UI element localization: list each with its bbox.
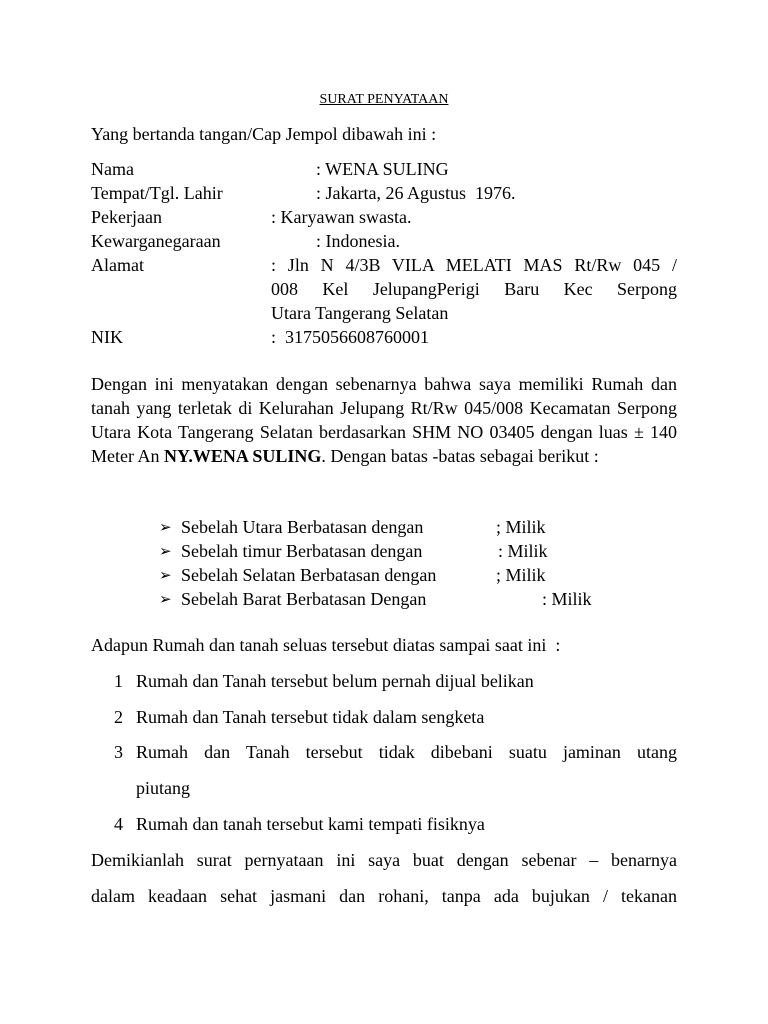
arrow-bullet-icon: ➢ xyxy=(159,542,172,560)
arrow-bullet-icon: ➢ xyxy=(159,566,172,584)
field-value-pekerjaan: : Karyawan swasta. xyxy=(271,207,412,227)
condition-text: Rumah dan tanah tersebut kami tempati fisiknya xyxy=(136,814,485,834)
field-value-alamat-line1: : Jln N 4/3B VILA MELATI MAS Rt/Rw 045 / xyxy=(271,255,677,275)
boundary-label-selatan: Sebelah Selatan Berbatasan dengan xyxy=(181,565,437,585)
closing-line-2: dalam keadaan sehat jasmani dan rohani, tanpa ada bujukan / tekanan xyxy=(91,886,677,906)
field-label-pekerjaan: Pekerjaan xyxy=(91,207,162,227)
owner-name-bold: NY.WENA SULING xyxy=(163,446,322,466)
statement-text-after: . Dengan batas -batas sebagai berikut : xyxy=(321,446,599,466)
intro-text: Yang bertanda tangan/Cap Jempol dibawah ini : xyxy=(91,124,437,144)
field-label-nama: Nama xyxy=(91,159,134,179)
arrow-bullet-icon: ➢ xyxy=(159,518,172,536)
condition-text: Rumah dan Tanah tersebut belum pernah dijual belikan xyxy=(136,671,534,691)
boundary-value-selatan: ; Milik xyxy=(496,565,546,585)
condition-number: 3 xyxy=(114,742,123,762)
field-label-ttl: Tempat/Tgl. Lahir xyxy=(91,183,223,203)
field-value-ttl: : Jakarta, 26 Agustus 1976. xyxy=(316,183,516,203)
boundary-label-barat: Sebelah Barat Berbatasan Dengan xyxy=(181,589,427,609)
boundary-value-timur: : Milik xyxy=(498,541,548,561)
field-label-alamat: Alamat xyxy=(91,255,144,275)
adapun-text: Adapun Rumah dan tanah seluas tersebut diatas sampai saat ini : xyxy=(91,635,561,655)
condition-number: 1 xyxy=(114,671,123,691)
condition-text: Rumah dan Tanah tersebut tidak dalam sengketa xyxy=(136,707,485,727)
field-value-nama: : WENA SULING xyxy=(316,159,449,179)
boundary-label-utara: Sebelah Utara Berbatasan dengan xyxy=(181,517,424,537)
field-value-kewarganegaraan: : Indonesia. xyxy=(316,231,400,251)
field-label-nik: NIK xyxy=(91,327,123,347)
boundary-label-timur: Sebelah timur Berbatasan dengan xyxy=(181,541,423,561)
closing-line-1: Demikianlah surat pernyataan ini saya buat dengan sebenar – benarnya xyxy=(91,850,677,870)
field-value-alamat-line3: Utara Tangerang Selatan xyxy=(271,303,449,323)
condition-number: 4 xyxy=(114,814,123,834)
condition-text: Rumah dan Tanah tersebut tidak dibebani suatu jaminan utang xyxy=(136,742,677,762)
boundary-value-utara: ; Milik xyxy=(496,517,546,537)
boundary-value-barat: : Milik xyxy=(542,589,592,609)
condition-number: 2 xyxy=(114,707,123,727)
condition-text-continued: piutang xyxy=(136,778,190,798)
statement-text-before: Dengan ini menyatakan dengan sebenarnya bahwa saya memiliki Rumah dan tanah yang terletak di Kelurahan Jelupang Rt/Rw 045/008 Kecamatan Serpong Utara Kota Tangerang Selatan berdasarkan SHM NO 03405 dengan luas ± 140 Meter An xyxy=(91,374,677,466)
document-title: SURAT PENYATAAN xyxy=(319,92,449,107)
arrow-bullet-icon: ➢ xyxy=(159,590,172,608)
field-value-nik: : 3175056608760001 xyxy=(271,327,430,347)
statement-paragraph xyxy=(91,372,677,468)
field-label-kewarganegaraan: Kewarganegaraan xyxy=(91,231,221,251)
field-value-alamat-line2: 008 Kel JelupangPerigi Baru Kec Serpong xyxy=(271,279,677,299)
